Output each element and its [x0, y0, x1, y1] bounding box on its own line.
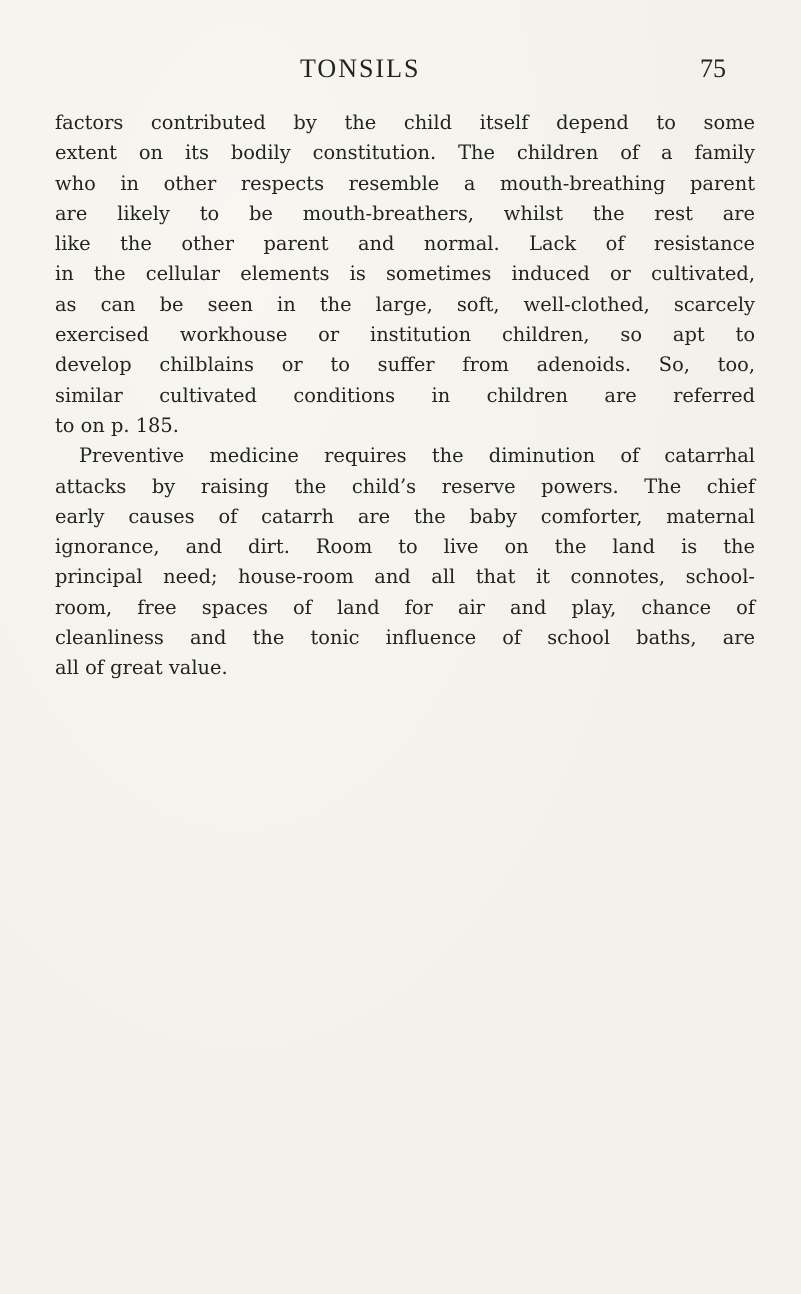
body-text: [55, 108, 755, 684]
text-line: as can be seen in the large, soft, well-clothed, scarcely: [55, 292, 755, 316]
running-title: TONSILS: [300, 54, 421, 83]
text-line: room, free spaces of land for air and play, chance of: [55, 595, 755, 619]
text-line: extent on its bodily constitution. The children of a family: [55, 141, 755, 165]
text-line: factors contributed by the child itself depend to some: [55, 111, 755, 134]
paragraph-1: [55, 108, 755, 441]
text-line: similar cultivated conditions in children are referred: [55, 383, 755, 407]
text-line: in the cellular elements is sometimes induced or cultivated,: [55, 262, 755, 286]
text-line: are likely to be mouth-breathers, whilst the rest are: [55, 201, 755, 225]
text-line: like the other parent and normal. Lack of resistance: [55, 232, 755, 256]
text-line: cleanliness and the tonic influence of school baths, are: [55, 626, 755, 650]
text-line: exercised workhouse or institution children, so apt to: [55, 323, 755, 347]
text-line: Preventive medicine requires the diminution of catarrhal: [79, 444, 755, 468]
page-number: 75: [700, 54, 726, 83]
text-line: all of great value.: [55, 656, 228, 680]
text-line: who in other respects resemble a mouth-breathing parent: [55, 171, 755, 195]
paragraph-2: [55, 441, 755, 683]
text-line: develop chilblains or to suffer from adenoids. So, too,: [55, 353, 755, 377]
running-head: [0, 52, 801, 86]
text-line: attacks by raising the child’s reserve powers. The chief: [55, 474, 755, 498]
text-line: ignorance, and dirt. Room to live on the land is the: [55, 535, 755, 559]
text-line: principal need; house-room and all that it connotes, school-: [55, 565, 755, 589]
text-line: to on p. 185.: [55, 413, 179, 437]
text-line: early causes of catarrh are the baby comforter, maternal: [55, 504, 755, 528]
